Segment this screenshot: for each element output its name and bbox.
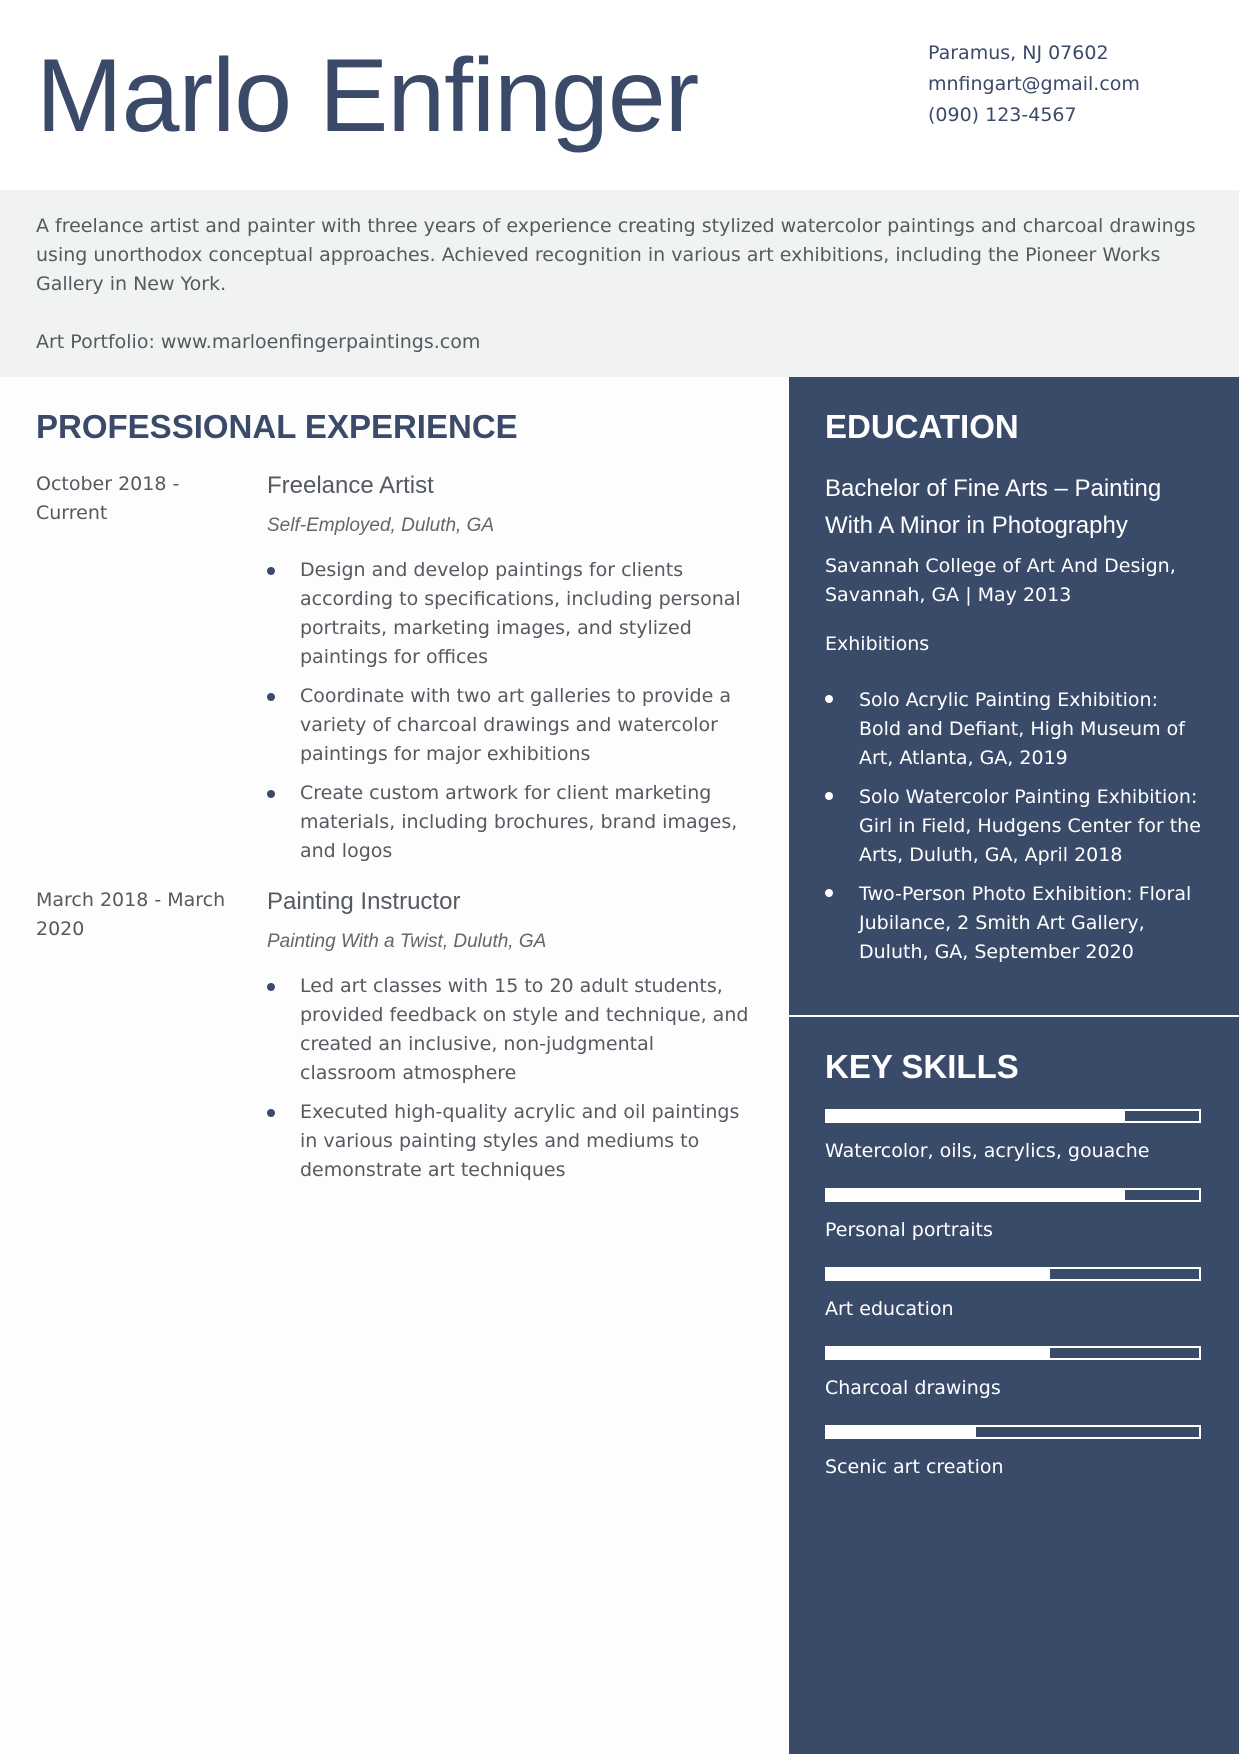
education-section — [789, 407, 1239, 967]
job-title: Freelance Artist — [267, 472, 434, 499]
bullet-item: Create custom artwork for client marketing materials, including brochures, brand images, and logos — [267, 779, 752, 866]
summary-section — [0, 190, 1239, 377]
experience-heading: PROFESSIONAL EXPERIENCE — [36, 408, 518, 445]
bullet-dot-icon — [267, 983, 275, 991]
summary-text: A freelance artist and painter with three years of experience creating stylized watercolor paintings and charcoal drawings using unorthodox conceptual approaches. Achieved recognition in various art exhibitions, including the Pioneer Works Gallery in New York. — [36, 215, 1196, 295]
exhibitions-label: Exhibitions — [825, 633, 930, 655]
bullet-dot-icon — [825, 889, 833, 897]
job-entry — [36, 886, 752, 1185]
experience-section — [36, 377, 752, 1195]
skill-level-fill — [827, 1111, 1125, 1121]
skill-level-bar — [825, 1267, 1201, 1281]
job-bullets — [267, 972, 752, 1185]
exhibition-item: Solo Acrylic Painting Exhibition: Bold and Defiant, High Museum of Art, Atlanta, GA, 2019 — [825, 686, 1203, 773]
bullet-item: Executed high-quality acrylic and oil paintings in various painting styles and mediums to demonstrate art techniques — [267, 1098, 752, 1185]
portfolio-link[interactable]: Art Portfolio: www.marloenfingerpaintings.com — [36, 331, 481, 353]
skill-label: Charcoal drawings — [825, 1377, 1001, 1399]
exhibition-item: Solo Watercolor Painting Exhibition: Girl in Field, Hudgens Center for the Arts, Duluth, GA, April 2018 — [825, 783, 1203, 870]
skill-item — [825, 1109, 1205, 1166]
skill-item — [825, 1188, 1205, 1245]
degree-title: Bachelor of Fine Arts – Painting With A Minor in Photography — [825, 475, 1162, 539]
skill-level-fill — [827, 1427, 976, 1437]
contact-info — [928, 38, 1140, 131]
sidebar — [789, 377, 1239, 1754]
exhibition-item: Two-Person Photo Exhibition: Floral Jubilance, 2 Smith Art Gallery, Duluth, GA, September 2020 — [825, 880, 1203, 967]
job-title: Painting Instructor — [267, 888, 461, 915]
job-entry — [36, 470, 752, 866]
skill-item — [825, 1267, 1205, 1324]
school-info: Savannah College of Art And Design, Savannah, GA | May 2013 — [825, 555, 1176, 606]
contact-location: Paramus, NJ 07602 — [928, 42, 1109, 64]
bullet-dot-icon — [267, 1109, 275, 1117]
bullet-item: Led art classes with 15 to 20 adult students, provided feedback on style and technique, and created an inclusive, non-judgmental classroom atmosphere — [267, 972, 752, 1088]
bullet-dot-icon — [267, 693, 275, 701]
skill-level-bar — [825, 1425, 1201, 1439]
job-date: October 2018 - Current — [36, 473, 180, 524]
header — [0, 0, 1239, 190]
skill-level-bar — [825, 1188, 1201, 1202]
skill-item — [825, 1425, 1205, 1482]
bullet-item: Coordinate with two art galleries to provide a variety of charcoal drawings and watercolor paintings for major exhibitions — [267, 682, 752, 769]
job-bullets — [267, 556, 752, 866]
contact-email[interactable]: mnfingart@gmail.com — [928, 73, 1140, 95]
job-company: Painting With a Twist, Duluth, GA — [267, 931, 547, 952]
skill-level-fill — [827, 1269, 1050, 1279]
bullet-dot-icon — [825, 695, 833, 703]
skill-level-fill — [827, 1190, 1125, 1200]
education-heading: EDUCATION — [825, 408, 1019, 445]
bullet-item: Design and develop paintings for clients according to specifications, including personal portraits, marketing images, and stylized paintings for offices — [267, 556, 752, 672]
bullet-dot-icon — [267, 567, 275, 575]
contact-phone[interactable]: (090) 123-4567 — [928, 104, 1077, 126]
job-date: March 2018 - March 2020 — [36, 889, 226, 940]
exhibitions-list — [825, 686, 1203, 967]
skill-label: Art education — [825, 1298, 954, 1320]
skill-level-fill — [827, 1348, 1050, 1358]
skill-label: Personal portraits — [825, 1219, 993, 1241]
job-company: Self-Employed, Duluth, GA — [267, 515, 495, 536]
bullet-dot-icon — [825, 792, 833, 800]
skill-item — [825, 1346, 1205, 1403]
candidate-name: Marlo Enfinger — [36, 38, 699, 154]
skill-level-bar — [825, 1109, 1201, 1123]
skill-label: Watercolor, oils, acrylics, gouache — [825, 1140, 1150, 1162]
skills-section — [825, 1017, 1205, 1482]
skills-heading: KEY SKILLS — [825, 1048, 1019, 1085]
skill-label: Scenic art creation — [825, 1456, 1004, 1478]
bullet-dot-icon — [267, 790, 275, 798]
skill-level-bar — [825, 1346, 1201, 1360]
